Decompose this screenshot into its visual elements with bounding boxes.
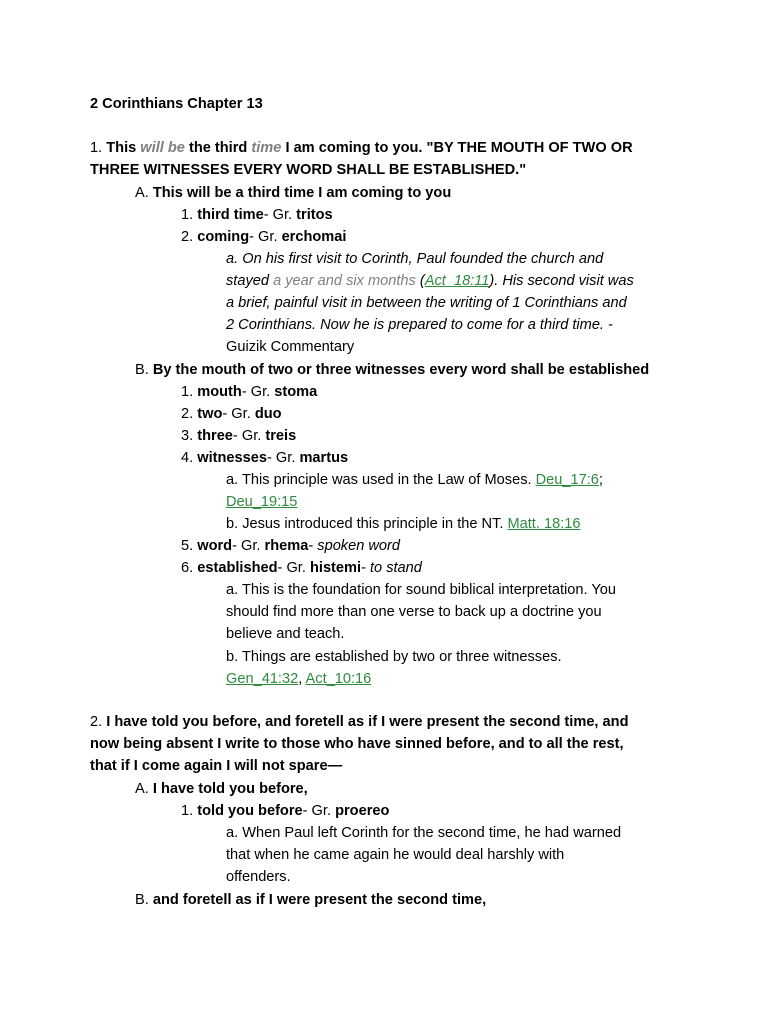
note-established-a-line-3: believe and teach. xyxy=(226,626,345,642)
point-b2: B. and foretell as if I were present the second time, xyxy=(135,892,487,908)
point-a2: A. I have told you before, xyxy=(135,781,308,797)
note-witnesses-b: b. Jesus introduced this principle in the NT. Matt. 18:16 xyxy=(226,516,581,532)
note-coming-line-1: a. On his first visit to Corinth, Paul founded the church and xyxy=(226,251,604,267)
link-act-10-16[interactable]: Act_10:16 xyxy=(305,671,372,687)
link-matt-18-16[interactable]: Matt. 18:16 xyxy=(507,516,581,532)
point-b1: B. By the mouth of two or three witnesses every word shall be established xyxy=(135,362,650,378)
link-deu-19-15[interactable]: Deu_19:15 xyxy=(226,494,298,510)
note-told-line-1: a. When Paul left Corinth for the second time, he had warned xyxy=(226,825,622,841)
verse-2-line-3: that if I come again I will not spare— xyxy=(90,758,343,774)
note-witnesses-a-line-2 xyxy=(226,491,297,513)
note-established-a-line-1: a. This is the foundation for sound biblical interpretation. You xyxy=(226,582,616,598)
term-word: 5. word- Gr. rhema- spoken word xyxy=(181,538,401,554)
note-established-a-line-2: should find more than one verse to back up a doctrine you xyxy=(226,604,602,620)
link-gen-41-32[interactable]: Gen_41:32 xyxy=(226,671,299,687)
term-third-time: 1. third time- Gr. tritos xyxy=(181,207,333,223)
verse-1-line-2: THREE WITNESSES EVERY WORD SHALL BE ESTABLISHED." xyxy=(90,162,527,178)
note-coming-line-5: Guizik Commentary xyxy=(226,339,355,355)
chapter-title: 2 Corinthians Chapter 13 xyxy=(90,96,263,112)
verse-1-line-1: 1. This will be the third time I am coming to you. "BY THE MOUTH OF TWO OR xyxy=(90,140,633,156)
term-coming: 2. coming- Gr. erchomai xyxy=(181,229,347,245)
note-told-line-2: that when he came again he would deal harshly with xyxy=(226,847,565,863)
note-established-b-line-1: b. Things are established by two or three witnesses. xyxy=(226,649,562,665)
term-told-you-before: 1. told you before- Gr. proereo xyxy=(181,803,390,819)
term-two: 2. two- Gr. duo xyxy=(181,406,282,422)
term-three: 3. three- Gr. treis xyxy=(181,428,297,444)
note-coming-line-3: a brief, painful visit in between the writing of 1 Corinthians and xyxy=(226,295,627,311)
term-mouth: 1. mouth- Gr. stoma xyxy=(181,384,318,400)
point-a1: A. This will be a third time I am coming to you xyxy=(135,185,452,201)
link-deu-17-6[interactable]: Deu_17:6 xyxy=(535,472,599,488)
verse-2-line-1: 2. I have told you before, and foretell as if I were present the second time, and xyxy=(90,714,629,730)
note-coming-line-4: 2 Corinthians. Now he is prepared to come for a third time. - xyxy=(226,317,613,333)
term-established: 6. established- Gr. histemi- to stand xyxy=(181,560,422,576)
note-witnesses-a-line-1: a. This principle was used in the Law of Moses. Deu_17:6; xyxy=(226,472,603,488)
note-established-b-line-2: Gen_41:32, Act_10:16 xyxy=(226,671,372,687)
note-coming-line-2: stayed a year and six months (Act_18:11). His second visit was xyxy=(226,273,634,289)
verse-2-line-2: now being absent I write to those who have sinned before, and to all the rest, xyxy=(90,736,624,752)
term-witnesses: 4. witnesses- Gr. martus xyxy=(181,450,349,466)
link-act-18-11[interactable]: Act_18:11 xyxy=(424,273,490,289)
note-told-line-3: offenders. xyxy=(226,869,291,885)
